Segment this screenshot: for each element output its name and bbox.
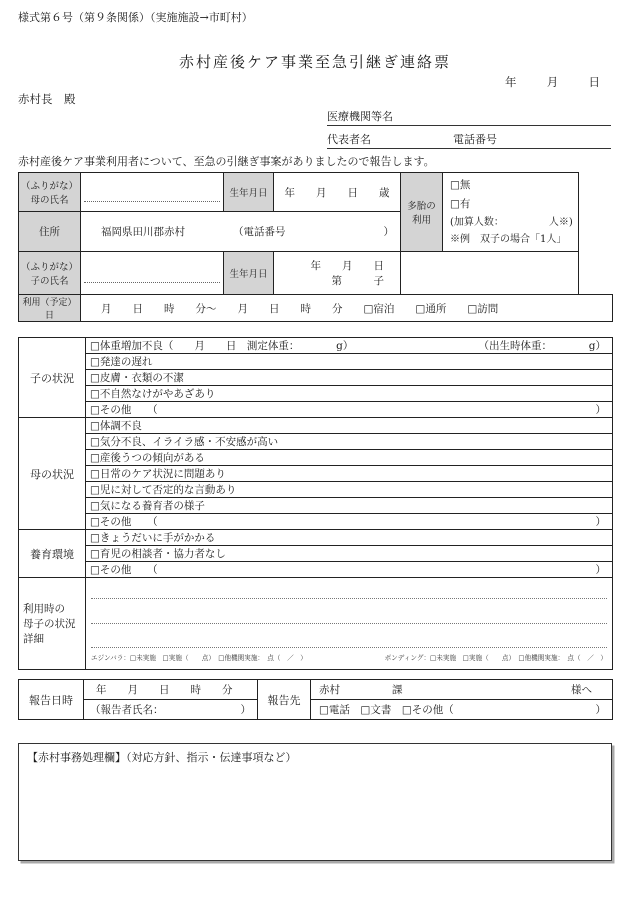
- report-table: [18, 679, 613, 720]
- report-method-cell: [311, 700, 613, 720]
- use-date-value-cell: 月 日 時 分～ 月 日 時 分 □宿泊 □通所 □訪問: [81, 295, 613, 322]
- child-name-label: 子の氏名: [30, 276, 69, 287]
- status-item-text: □発達の遅れ: [90, 356, 153, 368]
- detail-label-line2: 母子の状況: [23, 618, 76, 630]
- mother-name-input-cell: [81, 173, 224, 212]
- tel-label: 電話番号: [453, 133, 497, 146]
- report-method-close-paren: ）: [595, 704, 606, 716]
- org-name-field: [327, 108, 611, 126]
- child-birth-label: 生年月日: [229, 269, 268, 280]
- status-item-text: □皮膚・衣類の不潔: [90, 372, 184, 384]
- office-processing-box: [18, 743, 612, 861]
- dest-honorific-label: 様へ: [571, 684, 592, 696]
- multiple-birth-label-cell: [401, 173, 443, 252]
- address-value: 福岡県田川郡赤村: [101, 226, 185, 238]
- bonding-note: ボンディング：□未実施 □実施（ 点） □他機関実施： 点（ ／ ）: [384, 654, 607, 662]
- address-label-cell: 住所: [19, 212, 81, 252]
- spacer-cell: [579, 173, 613, 295]
- status-table: [18, 337, 613, 670]
- address-tel-close-paren: ）: [383, 226, 394, 238]
- addressee: 赤村長 殿: [18, 92, 76, 106]
- status-item-cell: [86, 450, 613, 466]
- basic-info-table: [18, 172, 613, 322]
- date-line: [505, 74, 600, 90]
- child-birth-label-cell: [224, 252, 274, 295]
- writing-dotted-line: [91, 624, 607, 648]
- detail-content-cell: [86, 578, 613, 670]
- status-item-text: □不自然なけがやあざあり: [90, 388, 216, 400]
- status-item-cell: [86, 418, 613, 434]
- report-dest-label-cell: 報告先: [258, 680, 311, 720]
- status-item-cell: [86, 482, 613, 498]
- child-birth-line1: 年 月 日: [310, 260, 384, 272]
- status-item-right-text: ）: [595, 564, 606, 576]
- furigana-dotted-line: [84, 183, 220, 202]
- status-item-text: □その他 （: [90, 404, 158, 416]
- status-item-text: □日常のケア状況に問題あり: [90, 468, 226, 480]
- status-item-cell: [86, 370, 613, 386]
- date-month-label: 月: [546, 75, 559, 89]
- status-item-cell: [86, 386, 613, 402]
- form-number: 様式第６号（第９条関係）（実施施設→市町村）: [18, 11, 253, 24]
- reporter-name-cell: [84, 700, 258, 720]
- multiple-birth-label-line2: 利用: [411, 215, 431, 226]
- report-datetime-value-cell: 年 月 日 時 分: [84, 680, 258, 700]
- status-item-text: □気分不良、イライラ感・不安感が高い: [90, 436, 279, 448]
- status-item-cell: [86, 466, 613, 482]
- mother-name-label-cell: [19, 173, 81, 212]
- org-name-label: 医療機関等名: [327, 110, 393, 123]
- status-item-right-text: ）: [595, 516, 606, 528]
- status-item-cell: [86, 546, 613, 562]
- status-item-text: □児に対して否定的な言動あり: [90, 484, 237, 496]
- writing-dotted-line: [91, 599, 607, 624]
- child-status-section-label: 子の状況: [19, 338, 86, 418]
- status-item-text: □体調不良: [90, 420, 142, 432]
- dest-village-label: 赤村: [319, 684, 340, 696]
- status-item-right-text: （出生時体重： g）: [478, 340, 606, 352]
- screening-note-row: [86, 648, 612, 662]
- child-name-label-cell: [19, 252, 81, 295]
- detail-section-label-cell: [19, 578, 86, 670]
- status-item-cell: [86, 338, 613, 354]
- multiple-birth-yes-checkbox: □有: [450, 198, 471, 210]
- status-item-text: □その他 （: [90, 516, 158, 528]
- child-birth-value-cell: [274, 252, 401, 295]
- multiple-birth-none-checkbox: □無: [450, 179, 471, 191]
- dest-section-label: 課: [392, 684, 403, 696]
- reporter-name-label: （報告者氏名：: [90, 704, 164, 716]
- status-item-cell: [86, 402, 613, 418]
- status-item-right-text: ）: [595, 404, 606, 416]
- date-year-label: 年: [505, 75, 517, 89]
- status-item-text: □体重増加不良（ 月 日 測定体重： g）: [90, 340, 354, 352]
- mother-birth-value-cell: 年 月 日 歳: [274, 173, 401, 212]
- multiple-birth-note: ※例 双子の場合「1人」: [450, 234, 567, 245]
- mother-name-label: 母の氏名: [30, 195, 69, 206]
- multiple-birth-options-cell: [443, 173, 579, 252]
- report-datetime-label-cell: 報告日時: [19, 680, 84, 720]
- writing-dotted-line: [91, 578, 607, 599]
- report-method-checkboxes: □電話 □文書 □その他（: [319, 704, 454, 716]
- mother-status-section-label: 母の状況: [19, 418, 86, 530]
- date-day-label: 日: [588, 75, 600, 89]
- multiple-birth-label-line1: 多胎の: [407, 201, 436, 212]
- multiple-birth-count-field: (加算人数： 人※): [450, 217, 573, 228]
- status-item-cell: [86, 354, 613, 370]
- status-item-cell: [86, 498, 613, 514]
- mother-birth-label: 生年月日: [229, 188, 268, 199]
- detail-label-line3: 詳細: [23, 633, 44, 645]
- environment-section-label: 養育環境: [19, 530, 86, 578]
- rep-tel-field: [327, 131, 611, 149]
- status-item-cell: [86, 434, 613, 450]
- status-item-cell: [86, 562, 613, 578]
- status-item-cell: [86, 514, 613, 530]
- status-item-text: □その他 （: [90, 564, 158, 576]
- child-furigana-label: （ふりがな）: [20, 262, 78, 273]
- status-item-cell: [86, 530, 613, 546]
- use-date-label-cell: 利用（予定）日: [19, 295, 81, 322]
- intro-text: 赤村産後ケア事業利用者について、至急の引継ぎ事案がありましたので報告します。: [18, 155, 435, 168]
- edinburgh-note: エジンバラ：□未実施 □実施（ 点） □他機関実施： 点（ ／ ）: [91, 654, 307, 662]
- status-item-text: □育児の相談者・協力者なし: [90, 548, 226, 560]
- child-birth-line2: 第 子: [331, 275, 384, 287]
- detail-label-line1: 利用時の: [23, 603, 65, 615]
- status-item-text: □気になる養育者の様子: [90, 500, 205, 512]
- mother-furigana-label: （ふりがな）: [20, 181, 78, 192]
- office-processing-title: 【赤村事務処理欄】（対応方針、指示・伝達事項など）: [27, 751, 297, 764]
- mother-birth-label-cell: [224, 173, 274, 212]
- report-dest-to-cell: [311, 680, 613, 700]
- page-title: 赤村産後ケア事業至急引継ぎ連絡票: [178, 53, 451, 71]
- status-item-text: □きょうだいに手がかかる: [90, 532, 216, 544]
- address-tel-label: （電話番号: [233, 226, 286, 238]
- child-name-input-cell: [81, 252, 224, 295]
- status-item-text: □産後うつの傾向がある: [90, 452, 205, 464]
- empty-cell: [401, 252, 579, 295]
- reporter-close-paren: ）: [240, 704, 251, 716]
- address-value-cell: [81, 212, 401, 252]
- furigana-dotted-line: [84, 264, 220, 283]
- rep-name-label: 代表者名: [327, 133, 371, 146]
